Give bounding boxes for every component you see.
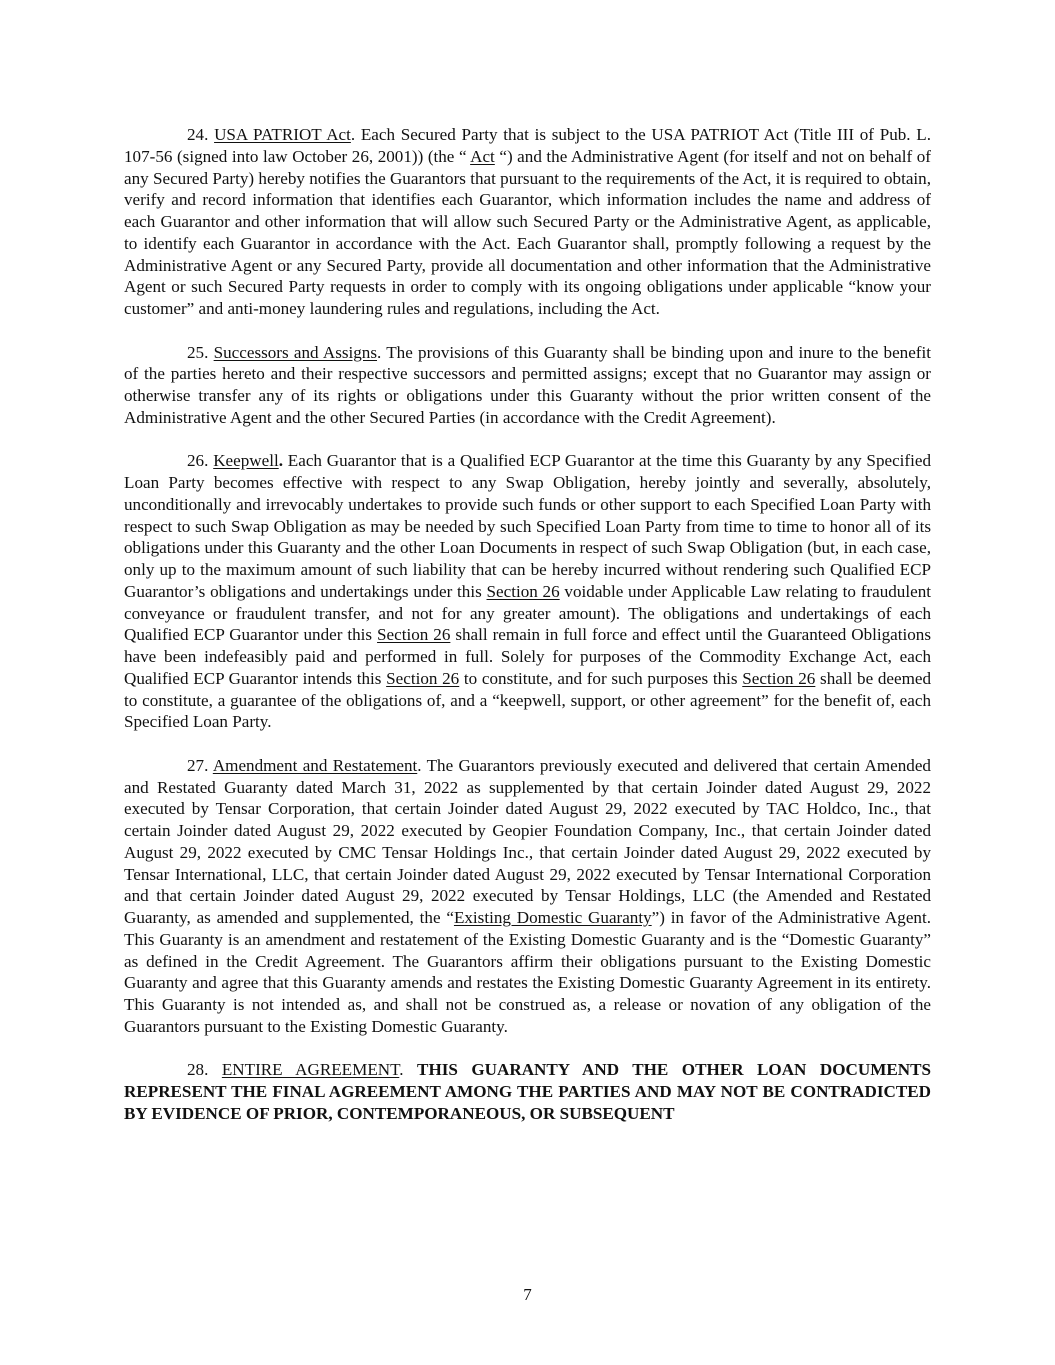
defined-term-existing-domestic-guaranty: Existing Domestic Guaranty [453, 908, 652, 927]
section-text: voidable under Applicable Law relating to fraudulent conveyance or fraudulent transfer, and not for any greater amount). The obligations and undertakings of each Qualified ECP Guarantor under this [124, 581, 931, 645]
section-number: 26. [187, 451, 209, 471]
section-28-entire-agreement [124, 1059, 931, 1124]
section-number: 28. [187, 1060, 209, 1080]
section-heading: USA PATRIOT Act [214, 125, 351, 144]
section-text: shall be deemed to constitute, a guarantee of the obligations of, and a “keepwell, support, or other agreement” for the benefit of, each Specified Loan Party. [124, 668, 932, 732]
section-26-keepwell [124, 450, 931, 733]
section-text: shall remain in full force and effect until the Guaranteed Obligations have been indefeasibly paid and performed in full. Solely for purposes of the Commodity Exchange Act, each Qualified ECP Guarantor intends this [124, 625, 931, 688]
section-27-amendment-and-restatement [124, 755, 931, 1038]
section-text: Each Guarantor that is a Qualified ECP Guarantor at the time this Guaranty by any Specified Loan Party becomes effective with respect to any Swap Obligation, hereby jointly and severally, absolutely, unconditionally and irrevocably undertakes to provide such funds or other support to each Specified Loan Party with respect to such Swap Obligation as may be needed by such Specified Loan Party from time to time to honor all of its obligations under this Guaranty and the other Loan Documents in respect of such Swap Obligation (but, in each case, only up to the maximum amount of such liability that can be hereby incurred without rendering such Qualified ECP Guarantor’s obligations and undertakings under this [124, 451, 931, 601]
section-reference: Section 26 [742, 668, 816, 688]
section-25-successors-and-assigns [124, 342, 931, 429]
section-text: . The provisions of this Guaranty shall be binding upon and inure to the benefit of the parties hereto and their respective successors and permitted assigns; except that no Guarantor may assign or otherwise transfer any of its rights or obligations under this Guaranty without the prior written consent of the Administrative Agent and the other Secured Parties (in accordance with the Credit Agreement). [124, 342, 931, 427]
section-bold-text: THIS GUARANTY AND THE OTHER LOAN DOCUMENTS REPRESENT THE FINAL AGREEMENT AMONG THE PARTIES AND MAY NOT BE CONTRADICTED BY EVIDENCE OF PRIOR, CONTEMPORANEOUS, OR SUBSEQUENT [124, 1060, 931, 1123]
section-reference: Section 26 [386, 668, 460, 688]
defined-term-act: Act [470, 146, 495, 166]
section-heading: Keepwell [213, 451, 279, 471]
section-heading: Successors and Assigns [213, 342, 378, 362]
section-text: . The Guarantors previously executed and delivered that certain Amended and Restated Guaranty dated March 31, 2022 as supplemented by that certain Joinder dated August 29, 2022 executed by Tensar Corporation, that certain Joinder dated August 29, 2022 executed by TAC Holdco, Inc., that certain Joinder dated August 29, 2022 executed by Geopier Foundation Company, Inc., that certain Joinder dated August 29, 2022 executed by CMC Tensar Holdings Inc., that certain Joinder dated August 29, 2022 executed by Tensar International, LLC, that certain Joinder dated August 29, 2022 executed by Tensar International Corporation and that certain Joinder dated August 29, 2022 executed by Tensar Holdings, LLC (the Amended and Restated Guaranty, as amended and supplemented, the “ [124, 755, 931, 927]
section-heading: Amendment and Restatement [212, 755, 418, 775]
section-text: . [399, 1060, 418, 1080]
section-number: 27. [187, 755, 209, 775]
heading-period: . [278, 451, 283, 471]
section-heading: ENTIRE AGREEMENT [221, 1060, 400, 1080]
section-text: ”) in favor of the Administrative Agent. This Guaranty is an amendment and restatement of the Existing Domestic Guaranty and is the “Domestic Guaranty” as defined in the Credit Agreement. The Guarantors affirm their obligations pursuant to the Existing Domestic Guaranty and agree that this Guaranty amends and restates the Existing Domestic Guaranty Agreement in its entirety. This Guaranty is not intended as, and shall not be construed as, a release or novation of any obligation of the Guarantors pursuant to the Existing Domestic Guaranty. [124, 908, 931, 1036]
section-text: to constitute, and for such purposes this [459, 668, 743, 688]
section-reference: Section 26 [486, 581, 560, 601]
section-number: 25. [187, 342, 209, 362]
document-page [124, 124, 931, 1146]
section-24-usa-patriot-act [124, 124, 931, 320]
section-text: . Each Secured Party that is subject to the USA PATRIOT Act (Title III of Pub. L. 107-56 (signed into law October 26, 2001)) (the “ [124, 125, 931, 166]
section-text: “) and the Administrative Agent (for itself and not on behalf of any Secured Party) hereby notifies the Guarantors that pursuant to the requirements of the Act, it is required to obtain, verify and record information that identifies each Guarantor, which information includes the name and address of each Guarantor and other information that will allow such Secured Party or the Administrative Agent, as applicable, to identify each Guarantor in accordance with the Act. Each Guarantor shall, promptly following a request by the Administrative Agent or any Secured Party, provide all documentation and other information that the Administrative Agent or such Secured Party requests in order to comply with its ongoing obligations under applicable “know your customer” and anti-money laundering rules and regulations, including the Act. [124, 146, 931, 318]
section-number: 24. [187, 125, 209, 144]
page-number: 7 [523, 1285, 532, 1304]
section-reference: Section 26 [377, 625, 451, 645]
